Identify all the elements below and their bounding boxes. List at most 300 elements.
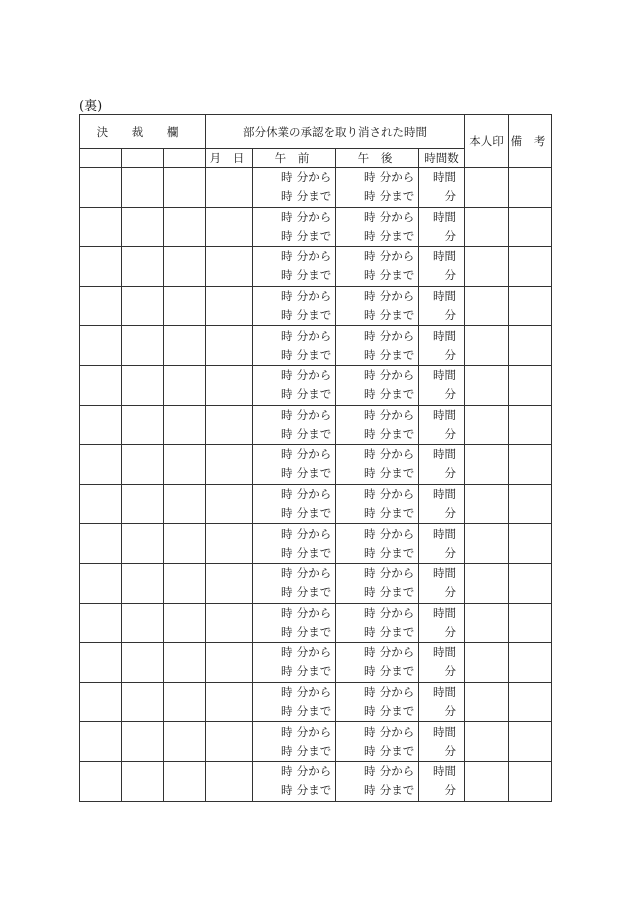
to-label: 分まで [379, 189, 415, 204]
hour-unit: 時 [364, 228, 376, 243]
hours-unit: 時間 [433, 645, 456, 660]
minutes-unit: 分 [444, 624, 456, 639]
hour-unit: 時 [281, 328, 293, 343]
to-label: 分まで [379, 426, 415, 441]
seal-cell[interactable] [465, 682, 509, 722]
approval-cell[interactable] [164, 761, 206, 801]
month-day-cell[interactable] [206, 247, 253, 287]
minutes-unit: 分 [444, 466, 456, 481]
minutes-unit: 分 [444, 189, 456, 204]
cancelled-time-header: 部分休業の承認を取り消された時間 [206, 115, 465, 149]
hour-unit: 時 [364, 783, 376, 798]
remarks-cell[interactable] [509, 445, 552, 485]
from-label: 分から [296, 170, 332, 185]
hour-unit: 時 [364, 308, 376, 323]
approval-cell[interactable] [80, 643, 122, 683]
seal-cell[interactable] [465, 484, 509, 524]
seal-cell[interactable] [465, 603, 509, 643]
approval-cell[interactable] [164, 484, 206, 524]
hours-unit: 時間 [433, 566, 456, 581]
approval-cell[interactable] [164, 722, 206, 762]
approval-cell[interactable] [164, 286, 206, 326]
minutes-unit: 分 [444, 268, 456, 283]
pm-time-cell[interactable] [336, 563, 419, 603]
am-time-cell[interactable] [253, 168, 336, 208]
approval-cell[interactable] [122, 643, 164, 683]
am-time-cell[interactable] [253, 445, 336, 485]
to-label: 分まで [296, 228, 332, 243]
to-label: 分まで [379, 704, 415, 719]
hour-unit: 時 [281, 426, 293, 441]
hour-unit: 時 [281, 743, 293, 758]
seal-cell[interactable] [465, 247, 509, 287]
from-label: 分から [379, 447, 415, 462]
hours-count-cell[interactable] [419, 524, 465, 564]
record-row [80, 761, 552, 801]
hour-unit: 時 [281, 624, 293, 639]
seal-header: 本人印 [465, 115, 509, 168]
approval-cell[interactable] [122, 247, 164, 287]
hours-unit: 時間 [433, 289, 456, 304]
remarks-cell[interactable] [509, 484, 552, 524]
seal-cell[interactable] [465, 286, 509, 326]
seal-cell[interactable] [465, 722, 509, 762]
hour-unit: 時 [281, 170, 293, 185]
remarks-cell[interactable] [509, 524, 552, 564]
month-day-cell[interactable] [206, 405, 253, 445]
am-time-cell[interactable] [253, 603, 336, 643]
minutes-unit: 分 [444, 387, 456, 402]
hour-unit: 時 [281, 704, 293, 719]
approval-cell[interactable] [164, 207, 206, 247]
approval-cell[interactable] [122, 603, 164, 643]
from-label: 分から [296, 328, 332, 343]
from-label: 分から [296, 368, 332, 383]
pm-time-cell[interactable] [336, 603, 419, 643]
hours-count-cell[interactable] [419, 682, 465, 722]
hours-unit: 時間 [433, 447, 456, 462]
page-side-label: (裏) [79, 99, 103, 114]
month-day-header: 月 日 [206, 149, 253, 168]
hour-unit: 時 [364, 685, 376, 700]
approval-cell[interactable] [80, 761, 122, 801]
seal-cell[interactable] [465, 326, 509, 366]
am-time-cell[interactable] [253, 524, 336, 564]
approval-cell[interactable] [122, 149, 164, 168]
seal-cell[interactable] [465, 365, 509, 405]
hours-count-cell[interactable] [419, 405, 465, 445]
approval-cell[interactable] [164, 149, 206, 168]
minutes-unit: 分 [444, 426, 456, 441]
from-label: 分から [296, 605, 332, 620]
minutes-unit: 分 [444, 585, 456, 600]
minutes-unit: 分 [444, 783, 456, 798]
hour-unit: 時 [281, 308, 293, 323]
am-time-cell[interactable] [253, 643, 336, 683]
hours-count-cell[interactable] [419, 168, 465, 208]
hour-unit: 時 [364, 487, 376, 502]
pm-time-cell[interactable] [336, 207, 419, 247]
pm-time-cell[interactable] [336, 326, 419, 366]
to-label: 分まで [379, 387, 415, 402]
from-label: 分から [379, 526, 415, 541]
approval-cell[interactable] [80, 168, 122, 208]
approval-cell[interactable] [80, 365, 122, 405]
hour-unit: 時 [364, 407, 376, 422]
hours-unit: 時間 [433, 328, 456, 343]
from-label: 分から [296, 249, 332, 264]
remarks-cell[interactable] [509, 365, 552, 405]
to-label: 分まで [296, 704, 332, 719]
hours-count-cell[interactable] [419, 761, 465, 801]
approval-cell[interactable] [122, 722, 164, 762]
hour-unit: 時 [364, 268, 376, 283]
hours-count-cell[interactable] [419, 365, 465, 405]
remarks-cell[interactable] [509, 603, 552, 643]
approval-cell[interactable] [80, 484, 122, 524]
approval-cell[interactable] [164, 524, 206, 564]
from-label: 分から [296, 724, 332, 739]
hour-unit: 時 [281, 724, 293, 739]
record-row [80, 524, 552, 564]
from-label: 分から [296, 764, 332, 779]
to-label: 分まで [296, 466, 332, 481]
approval-cell[interactable] [122, 405, 164, 445]
minutes-unit: 分 [444, 347, 456, 362]
hours-header: 時間数 [419, 149, 465, 168]
month-day-cell[interactable] [206, 722, 253, 762]
hour-unit: 時 [364, 447, 376, 462]
month-day-cell[interactable] [206, 445, 253, 485]
hour-unit: 時 [281, 447, 293, 462]
approval-cell[interactable] [80, 326, 122, 366]
pm-time-cell[interactable] [336, 682, 419, 722]
am-time-cell[interactable] [253, 247, 336, 287]
hour-unit: 時 [281, 664, 293, 679]
hours-unit: 時間 [433, 249, 456, 264]
to-label: 分まで [379, 268, 415, 283]
hour-unit: 時 [364, 645, 376, 660]
hour-unit: 時 [281, 466, 293, 481]
remarks-header: 備 考 [509, 115, 552, 168]
approval-cell[interactable] [80, 405, 122, 445]
am-time-cell[interactable] [253, 365, 336, 405]
hours-unit: 時間 [433, 764, 456, 779]
to-label: 分まで [296, 268, 332, 283]
to-label: 分まで [296, 783, 332, 798]
to-label: 分まで [379, 664, 415, 679]
remarks-cell[interactable] [509, 168, 552, 208]
to-label: 分まで [296, 426, 332, 441]
remarks-cell[interactable] [509, 643, 552, 683]
hour-unit: 時 [364, 605, 376, 620]
approval-cell[interactable] [122, 445, 164, 485]
approval-cell[interactable] [80, 682, 122, 722]
hour-unit: 時 [281, 645, 293, 660]
remarks-cell[interactable] [509, 286, 552, 326]
minutes-unit: 分 [444, 308, 456, 323]
approval-cell[interactable] [164, 247, 206, 287]
approval-cell[interactable] [80, 286, 122, 326]
hours-unit: 時間 [433, 724, 456, 739]
approval-cell[interactable] [164, 365, 206, 405]
hours-unit: 時間 [433, 407, 456, 422]
hours-count-cell[interactable] [419, 603, 465, 643]
hour-unit: 時 [364, 506, 376, 521]
hours-count-cell[interactable] [419, 722, 465, 762]
to-label: 分まで [379, 585, 415, 600]
remarks-cell[interactable] [509, 563, 552, 603]
to-label: 分まで [379, 783, 415, 798]
from-label: 分から [379, 487, 415, 502]
seal-cell[interactable] [465, 563, 509, 603]
seal-cell[interactable] [465, 643, 509, 683]
to-label: 分まで [379, 308, 415, 323]
approval-cell[interactable] [122, 682, 164, 722]
hour-unit: 時 [281, 249, 293, 264]
approval-cell[interactable] [122, 207, 164, 247]
approval-cell[interactable] [164, 405, 206, 445]
hour-unit: 時 [281, 566, 293, 581]
hour-unit: 時 [281, 268, 293, 283]
minutes-unit: 分 [444, 743, 456, 758]
record-row [80, 484, 552, 524]
approval-cell[interactable] [164, 563, 206, 603]
from-label: 分から [379, 645, 415, 660]
hour-unit: 時 [364, 743, 376, 758]
to-label: 分まで [296, 387, 332, 402]
hour-unit: 時 [281, 526, 293, 541]
record-row [80, 326, 552, 366]
to-label: 分まで [379, 624, 415, 639]
from-label: 分から [296, 566, 332, 581]
remarks-cell[interactable] [509, 722, 552, 762]
am-time-cell[interactable] [253, 207, 336, 247]
am-time-cell[interactable] [253, 405, 336, 445]
hour-unit: 時 [281, 605, 293, 620]
hour-unit: 時 [364, 724, 376, 739]
hours-count-cell[interactable] [419, 247, 465, 287]
minutes-unit: 分 [444, 704, 456, 719]
record-row [80, 405, 552, 445]
hours-unit: 時間 [433, 209, 456, 224]
to-label: 分まで [379, 228, 415, 243]
approval-cell[interactable] [164, 643, 206, 683]
pm-time-cell[interactable] [336, 484, 419, 524]
pm-time-cell[interactable] [336, 761, 419, 801]
month-day-cell[interactable] [206, 286, 253, 326]
hour-unit: 時 [364, 387, 376, 402]
approval-cell[interactable] [164, 603, 206, 643]
pm-time-cell[interactable] [336, 247, 419, 287]
pm-time-cell[interactable] [336, 286, 419, 326]
hours-count-cell[interactable] [419, 643, 465, 683]
month-day-cell[interactable] [206, 326, 253, 366]
remarks-cell[interactable] [509, 207, 552, 247]
pm-time-cell[interactable] [336, 445, 419, 485]
hours-unit: 時間 [433, 526, 456, 541]
from-label: 分から [296, 645, 332, 660]
to-label: 分まで [379, 506, 415, 521]
approval-cell[interactable] [164, 326, 206, 366]
seal-cell[interactable] [465, 761, 509, 801]
pm-time-cell[interactable] [336, 365, 419, 405]
record-row [80, 168, 552, 208]
hour-unit: 時 [281, 685, 293, 700]
pm-time-cell[interactable] [336, 168, 419, 208]
from-label: 分から [379, 764, 415, 779]
to-label: 分まで [379, 466, 415, 481]
am-time-cell[interactable] [253, 722, 336, 762]
approval-cell[interactable] [122, 168, 164, 208]
month-day-cell[interactable] [206, 603, 253, 643]
approval-cell[interactable] [80, 603, 122, 643]
pm-time-cell[interactable] [336, 643, 419, 683]
am-time-cell[interactable] [253, 563, 336, 603]
month-day-cell[interactable] [206, 643, 253, 683]
month-day-cell[interactable] [206, 524, 253, 564]
approval-cell[interactable] [80, 207, 122, 247]
hours-count-cell[interactable] [419, 326, 465, 366]
approval-cell[interactable] [164, 168, 206, 208]
minutes-unit: 分 [444, 664, 456, 679]
hour-unit: 時 [364, 328, 376, 343]
from-label: 分から [296, 487, 332, 502]
from-label: 分から [379, 249, 415, 264]
approval-cell[interactable] [122, 563, 164, 603]
remarks-cell[interactable] [509, 247, 552, 287]
month-day-cell[interactable] [206, 761, 253, 801]
hours-unit: 時間 [433, 170, 456, 185]
approval-cell[interactable] [122, 761, 164, 801]
hours-unit: 時間 [433, 685, 456, 700]
seal-cell[interactable] [465, 168, 509, 208]
hour-unit: 時 [364, 585, 376, 600]
month-day-cell[interactable] [206, 682, 253, 722]
pm-time-cell[interactable] [336, 524, 419, 564]
record-row [80, 563, 552, 603]
hours-count-cell[interactable] [419, 286, 465, 326]
hours-unit: 時間 [433, 605, 456, 620]
approval-cell[interactable] [122, 365, 164, 405]
am-time-cell[interactable] [253, 682, 336, 722]
hours-count-cell[interactable] [419, 207, 465, 247]
from-label: 分から [379, 328, 415, 343]
approval-cell[interactable] [122, 326, 164, 366]
seal-cell[interactable] [465, 405, 509, 445]
hour-unit: 時 [364, 664, 376, 679]
pm-header: 午 後 [336, 149, 419, 168]
to-label: 分まで [296, 189, 332, 204]
hour-unit: 時 [281, 209, 293, 224]
hour-unit: 時 [281, 189, 293, 204]
approval-cell[interactable] [122, 524, 164, 564]
hour-unit: 時 [281, 368, 293, 383]
approval-cell[interactable] [164, 445, 206, 485]
remarks-cell[interactable] [509, 326, 552, 366]
approval-cell[interactable] [80, 445, 122, 485]
hours-unit: 時間 [433, 487, 456, 502]
month-day-cell[interactable] [206, 484, 253, 524]
record-row [80, 247, 552, 287]
to-label: 分まで [296, 664, 332, 679]
am-time-cell[interactable] [253, 761, 336, 801]
hour-unit: 時 [281, 407, 293, 422]
hour-unit: 時 [364, 289, 376, 304]
record-row [80, 643, 552, 683]
minutes-unit: 分 [444, 506, 456, 521]
am-time-cell[interactable] [253, 484, 336, 524]
record-row [80, 722, 552, 762]
month-day-cell[interactable] [206, 365, 253, 405]
approval-cell[interactable] [122, 286, 164, 326]
hours-count-cell[interactable] [419, 484, 465, 524]
from-label: 分から [296, 289, 332, 304]
hours-count-cell[interactable] [419, 563, 465, 603]
hour-unit: 時 [364, 347, 376, 362]
remarks-cell[interactable] [509, 405, 552, 445]
record-row [80, 682, 552, 722]
hour-unit: 時 [364, 466, 376, 481]
record-row [80, 445, 552, 485]
am-time-cell[interactable] [253, 326, 336, 366]
month-day-cell[interactable] [206, 563, 253, 603]
pm-time-cell[interactable] [336, 722, 419, 762]
minutes-unit: 分 [444, 228, 456, 243]
approval-cell[interactable] [122, 484, 164, 524]
approval-cell[interactable] [80, 149, 122, 168]
hour-unit: 時 [364, 368, 376, 383]
approval-cell[interactable] [164, 682, 206, 722]
pm-time-cell[interactable] [336, 405, 419, 445]
hour-unit: 時 [364, 170, 376, 185]
hour-unit: 時 [281, 347, 293, 362]
am-time-cell[interactable] [253, 286, 336, 326]
from-label: 分から [379, 289, 415, 304]
hour-unit: 時 [364, 764, 376, 779]
hour-unit: 時 [364, 545, 376, 560]
record-row [80, 365, 552, 405]
approval-cell[interactable] [80, 524, 122, 564]
from-label: 分から [379, 170, 415, 185]
from-label: 分から [296, 407, 332, 422]
to-label: 分まで [296, 308, 332, 323]
from-label: 分から [379, 724, 415, 739]
from-label: 分から [379, 685, 415, 700]
approval-cell[interactable] [80, 563, 122, 603]
hour-unit: 時 [281, 783, 293, 798]
to-label: 分まで [379, 347, 415, 362]
minutes-unit: 分 [444, 545, 456, 560]
seal-cell[interactable] [465, 207, 509, 247]
hour-unit: 時 [281, 228, 293, 243]
am-header: 午 前 [253, 149, 336, 168]
seal-cell[interactable] [465, 445, 509, 485]
seal-cell[interactable] [465, 524, 509, 564]
month-day-cell[interactable] [206, 207, 253, 247]
hour-unit: 時 [364, 426, 376, 441]
month-day-cell[interactable] [206, 168, 253, 208]
approval-cell[interactable] [80, 722, 122, 762]
remarks-cell[interactable] [509, 682, 552, 722]
approval-cell[interactable] [80, 247, 122, 287]
remarks-cell[interactable] [509, 761, 552, 801]
hours-count-cell[interactable] [419, 445, 465, 485]
hour-unit: 時 [364, 704, 376, 719]
record-row [80, 286, 552, 326]
hour-unit: 時 [364, 624, 376, 639]
hour-unit: 時 [281, 585, 293, 600]
